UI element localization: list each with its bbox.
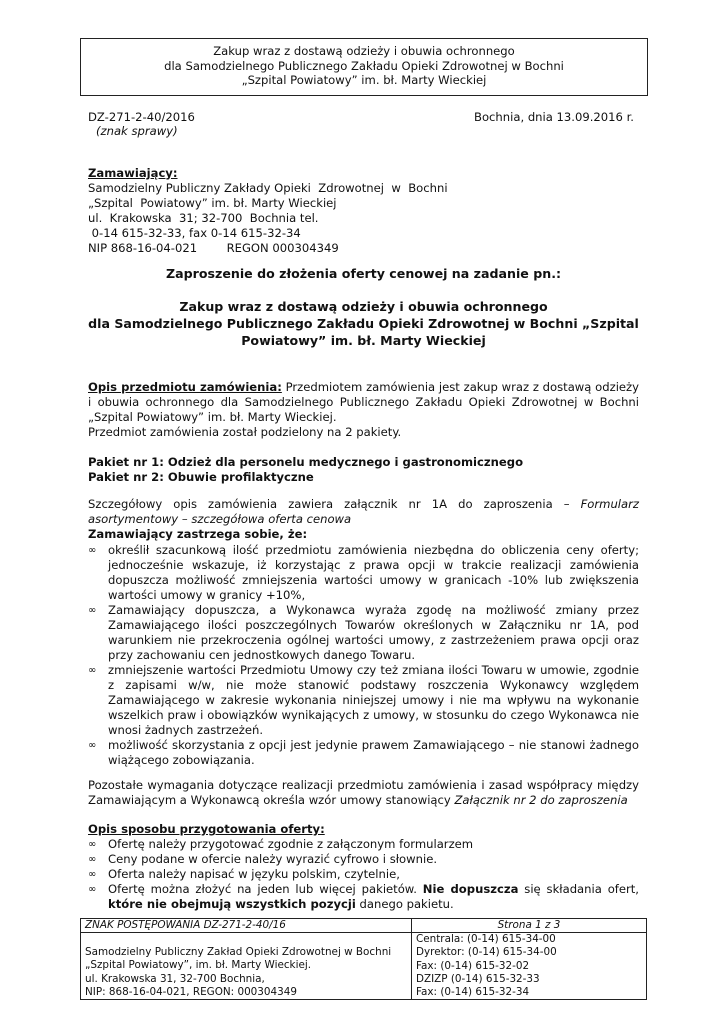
tender-title	[88, 298, 639, 349]
buyer-block	[88, 166, 488, 256]
list-item	[88, 867, 639, 882]
list-item	[88, 543, 639, 603]
place-date: Bochnia, dnia 13.09.2016 r.	[474, 110, 634, 124]
buyer-line: ul. Krakowska 31; 32-700 Bochnia tel.	[88, 211, 319, 225]
buyer-line: „Szpital Powiatowy” im. bł. Marty Wieckiej	[88, 196, 337, 210]
list-item	[88, 837, 639, 852]
list-item	[88, 603, 639, 663]
infinity-bullet-icon: ∞	[88, 605, 97, 616]
list-item	[88, 882, 639, 912]
list-item-text: możliwość skorzystania z opcji jest jedynie prawem Zamawiającego – nie stanowi żadnego wiążącego zobowiązania.	[108, 738, 639, 767]
footer-page-number: Strona 1 z 3	[412, 919, 647, 933]
list-item-text: danego pakietu.	[355, 897, 454, 911]
prep-list	[88, 837, 639, 912]
header-line: dla Samodzielnego Publicznego Zakładu Opieki Zdrowotnej w Bochni	[164, 58, 564, 73]
infinity-bullet-icon: ∞	[88, 839, 97, 850]
details-paragraph	[88, 497, 639, 527]
details-text: Szczegółowy opis zamówienia zawiera załącznik nr 1A do zaproszenia –	[88, 497, 581, 511]
other-requirements-paragraph	[88, 778, 639, 808]
list-item-bold: które nie obejmują wszystkich pozycji	[108, 897, 356, 911]
infinity-bullet-icon: ∞	[88, 740, 97, 751]
other-text: Pozostałe wymagania dotyczące realizacji przedmiotu zamówienia i zasad współpracy między Zamawiającym a Wykonawcą określa wzór umowy stanowiący	[88, 778, 639, 807]
list-item-text: się składania ofert,	[518, 882, 639, 896]
other-attachment: Załącznik nr 2 do zaproszenia	[454, 793, 628, 807]
packages-note: Przedmiot zamówienia został podzielony na 2 pakiety.	[88, 425, 402, 439]
case-number: DZ-271-2-40/2016	[88, 110, 195, 124]
invitation-heading: Zaproszenie do złożenia oferty cenowej na zadanie pn.:	[165, 266, 562, 281]
subject-text: Przedmiotem zamówienia jest zakup wraz z dostawą odzieży i obuwia ochronnego dla Samodzielnego Publicznego Zakładu Opieki Zdrowotnej w Bochni „Szpital Powiatowy” im. bł. Marty Wieckiej.	[88, 380, 639, 424]
list-item-text: Zamawiający dopuszcza, a Wykonawca wyraża zgodę na możliwość zmiany przez Zamawiającego ilości poszczególnych Towarów określonych w Załączniku nr 1A, pod warunkiem nie przekroczenia ogólnej wartości umowy, z zastrzeżeniem prawa opcji oraz przy zachowaniu cen jednostkowych danego Towaru.	[108, 603, 639, 662]
list-item-text: Ceny podane w ofercie należy wyrazić cyfrowo i słownie.	[108, 852, 438, 866]
package-1: Pakiet nr 1: Odzież dla personelu medycznego i gastronomicznego	[88, 455, 524, 469]
tender-title-line: dla Samodzielnego Publicznego Zakładu Opieki Zdrowotnej w Bochni „Szpital	[88, 316, 639, 331]
tender-title-line: Powiatowy” im. bł. Marty Wieckiej	[241, 333, 486, 348]
list-item	[88, 738, 639, 768]
infinity-bullet-icon: ∞	[88, 884, 97, 895]
list-item-text: Ofertę można złożyć na jeden lub więcej pakietów.	[108, 882, 423, 896]
infinity-bullet-icon: ∞	[88, 869, 97, 880]
buyer-line: Samodzielny Publiczny Zakłady Opieki Zdrowotnej w Bochni	[88, 181, 448, 195]
infinity-bullet-icon: ∞	[88, 854, 97, 865]
infinity-bullet-icon: ∞	[88, 545, 97, 556]
footer-case-sign: ZNAK POSTĘPOWANIA DZ-271-2-40/16	[81, 919, 412, 933]
buyer-heading: Zamawiający:	[88, 166, 178, 180]
list-item	[88, 852, 639, 867]
header-line: „Szpital Powiatowy” im. bł. Marty Wieckiej	[241, 73, 487, 87]
footer-table	[80, 918, 647, 1000]
footer-contact-line: Centrala: (0-14) 615-34-00	[416, 933, 556, 946]
footer-address-line: NIP: 868-16-04-021, REGON: 000304349	[85, 985, 297, 998]
tender-title-line: Zakup wraz z dostawą odzieży i obuwia ochronnego	[179, 299, 548, 314]
footer-address-line: Samodzielny Publiczny Zakład Opieki Zdrowotnej w Bochni	[85, 946, 392, 959]
subject-heading: Opis przedmiotu zamówienia:	[88, 380, 282, 394]
footer-address-line: „Szpital Powiatowy”, im. bł. Marty Wieckiej.	[85, 959, 312, 972]
reserve-list	[88, 543, 639, 768]
buyer-line: 0-14 615-32-33, fax 0-14 615-32-34	[88, 226, 301, 240]
list-item-text: zmniejszenie wartości Przedmiotu Umowy czy też zmiana ilości Towaru w umowie, zgodnie z zapisami w/w, nie może stanowić podstawy roszczenia Wykonawcy względem Zamawiającego w zakresie wykonania niniejszej umowy i nie ma wpływu na wykonanie wszelkich praw i obowiązków wynikających z umowy, w stosunku do czego Wykonawca nie wnosi żadnych zastrzeżeń.	[108, 663, 639, 737]
footer-contact-line: Dyrektor: (0-14) 615-34-00	[416, 946, 557, 959]
footer-contact-line: DZIZP (0-14) 615-32-33	[416, 972, 540, 985]
list-item-text: Ofertę należy przygotować zgodnie z załączonym formularzem	[108, 837, 474, 851]
prep-heading: Opis sposobu przygotowania oferty:	[88, 822, 325, 836]
list-item-text: Oferta należy napisać w języku polskim, czytelnie,	[108, 867, 400, 881]
document-header-box	[80, 38, 648, 96]
footer-contacts	[412, 933, 647, 1000]
footer-contact-line: Fax: (0-14) 615-32-34	[416, 986, 530, 999]
list-item	[88, 663, 639, 738]
footer-address-line: ul. Krakowska 31, 32-700 Bochnia,	[85, 972, 265, 985]
footer-contact-line: Fax: (0-14) 615-32-02	[416, 959, 530, 972]
reserve-heading: Zamawiający zastrzega sobie, że:	[88, 527, 308, 541]
list-item-bold: Nie dopuszcza	[422, 882, 519, 896]
header-line: Zakup wraz z dostawą odzieży i obuwia ochronnego	[213, 44, 515, 58]
details-attachment: Formularz asortymentowy – szczegółowa oferta cenowa	[88, 497, 639, 526]
infinity-bullet-icon: ∞	[88, 665, 97, 676]
subject-paragraph	[88, 380, 639, 425]
list-item-text: określił szacunkową ilość przedmiotu zamówienia niezbędna do obliczenia ceny oferty; jednocześnie wskazuje, iż korzystając z prawa opcji w trakcie realizacji zamówienia dopuszcza możliwość zmniejszenia wartości umowy w granicach -10% lub zwiększenia wartości umowy w granicy +10%,	[108, 543, 639, 602]
case-number-note: (znak sprawy)	[96, 124, 178, 138]
package-2: Pakiet nr 2: Obuwie profilaktyczne	[88, 470, 314, 484]
footer-address	[81, 933, 412, 1000]
buyer-line: NIP 868-16-04-021 REGON 000304349	[88, 241, 339, 255]
